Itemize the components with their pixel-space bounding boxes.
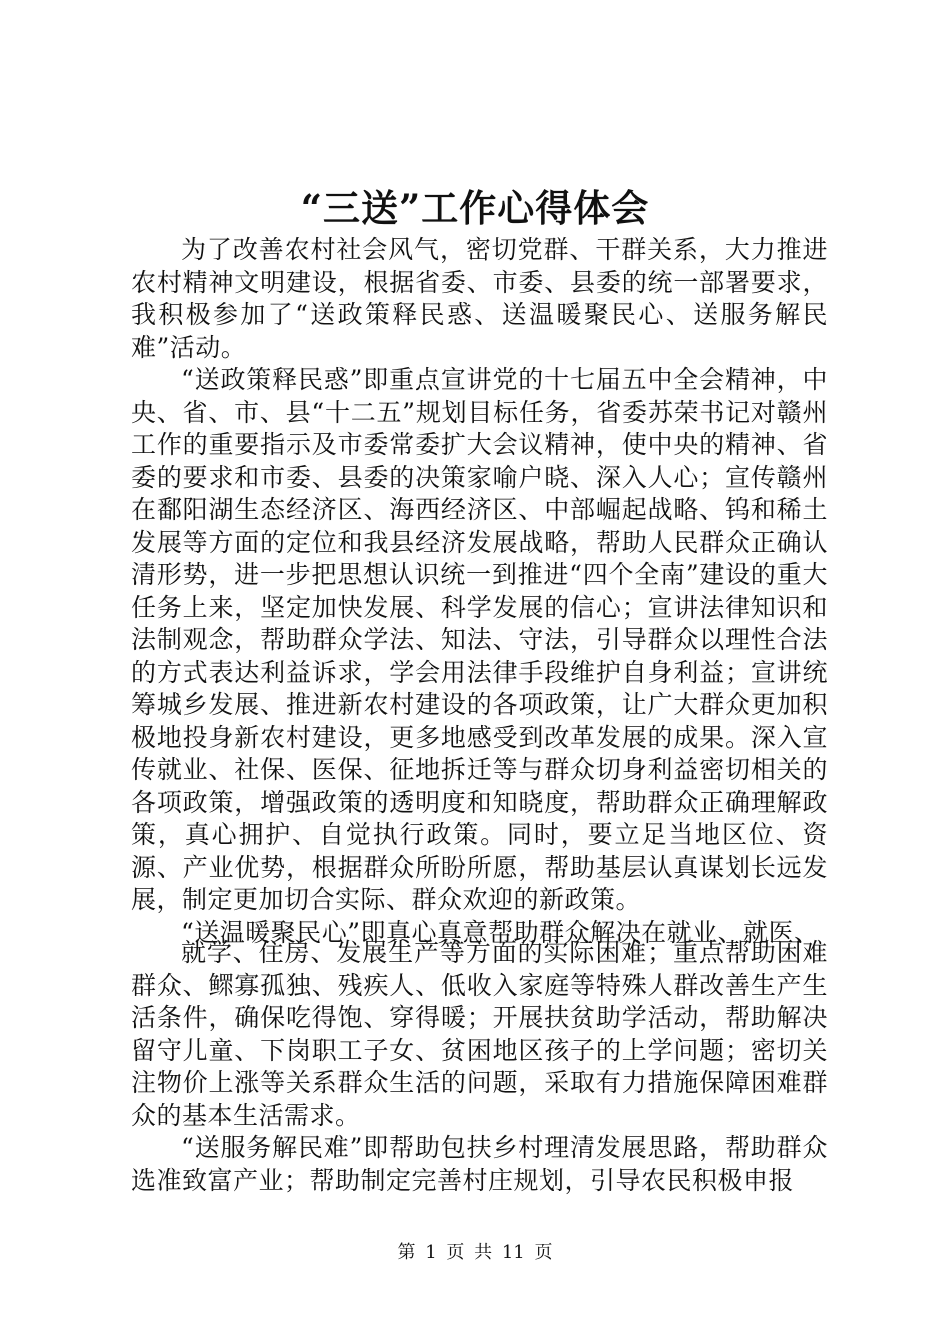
- paragraph-intro: 为了改善农村社会风气，密切党群、干群关系，大力推进农村精神文明建设，根据省委、市委、县委的统一部署要求，我积极参加了“送政策释民惑、送温暖聚民心、送服务解民难”活动。: [131, 235, 828, 362]
- document-title: “三送”工作心得体会: [300, 186, 650, 230]
- paragraph-warmth-continued: 就学、住房、发展生产等方面的实际困难；重点帮助困难群众、鳏寡孤独、残疾人、低收入家庭等特殊人群改善生产生活条件，确保吃得饱、穿得暖；开展扶贫助学活动，帮助解决留守儿童、下岗职工子女、贫困地区孩子的上学问题；密切关注物价上涨等关系群众生活的问题，采取有力措施保障困难群众的基本生活需求。: [131, 938, 828, 1130]
- paragraph-policy: “送政策释民惑”即重点宣讲党的十七届五中全会精神，中央、省、市、县“十二五”规划目标任务，省委苏荣书记对赣州工作的重要指示及市委常委扩大会议精神，使中央的精神、省委的要求和市委、县委的决策家喻户晓、深入人心；宣传赣州在鄱阳湖生态经济区、海西经济区、中部崛起战略、钨和稀土发展等方面的定位和我县经济发展战略，帮助人民群众正确认清形势，进一步把思想认识统一到推进“四个全南”建设的重大任务上来，坚定加快发展、科学发展的信心；宣讲法律知识和法制观念，帮助群众学法、知法、守法，引导群众以理性合法的方式表达利益诉求，学会用法律手段维护自身利益；宣讲统筹城乡发展、推进新农村建设的各项政策，让广大群众更加积极地投身新农村建设，更多地感受到改革发展的成果。深入宣传就业、社保、医保、征地拆迁等与群众切身利益密切相关的各项政策，增强政策的透明度和知晓度，帮助群众正确理解政策，真心拥护、自觉执行政策。同时，要立足当地区位、资源、产业优势，根据群众所盼所愿，帮助基层认真谋划长远发展，制定更加切合实际、群众欢迎的新政策。: [131, 365, 828, 914]
- page-footer: 第 1 页 共 11 页: [397, 1242, 553, 1263]
- body-text-block-1: [131, 234, 828, 949]
- paragraph-service: “送服务解民难”即帮助包扶乡村理清发展思路，帮助群众选准致富产业；帮助制定完善村庄规划，引导农民积极申报: [131, 1133, 828, 1195]
- body-text-block-2: [131, 937, 828, 1197]
- paragraph-warmth-start: “送温暖聚民心”即真心真意帮助群众解决在就业、就医、: [181, 917, 820, 947]
